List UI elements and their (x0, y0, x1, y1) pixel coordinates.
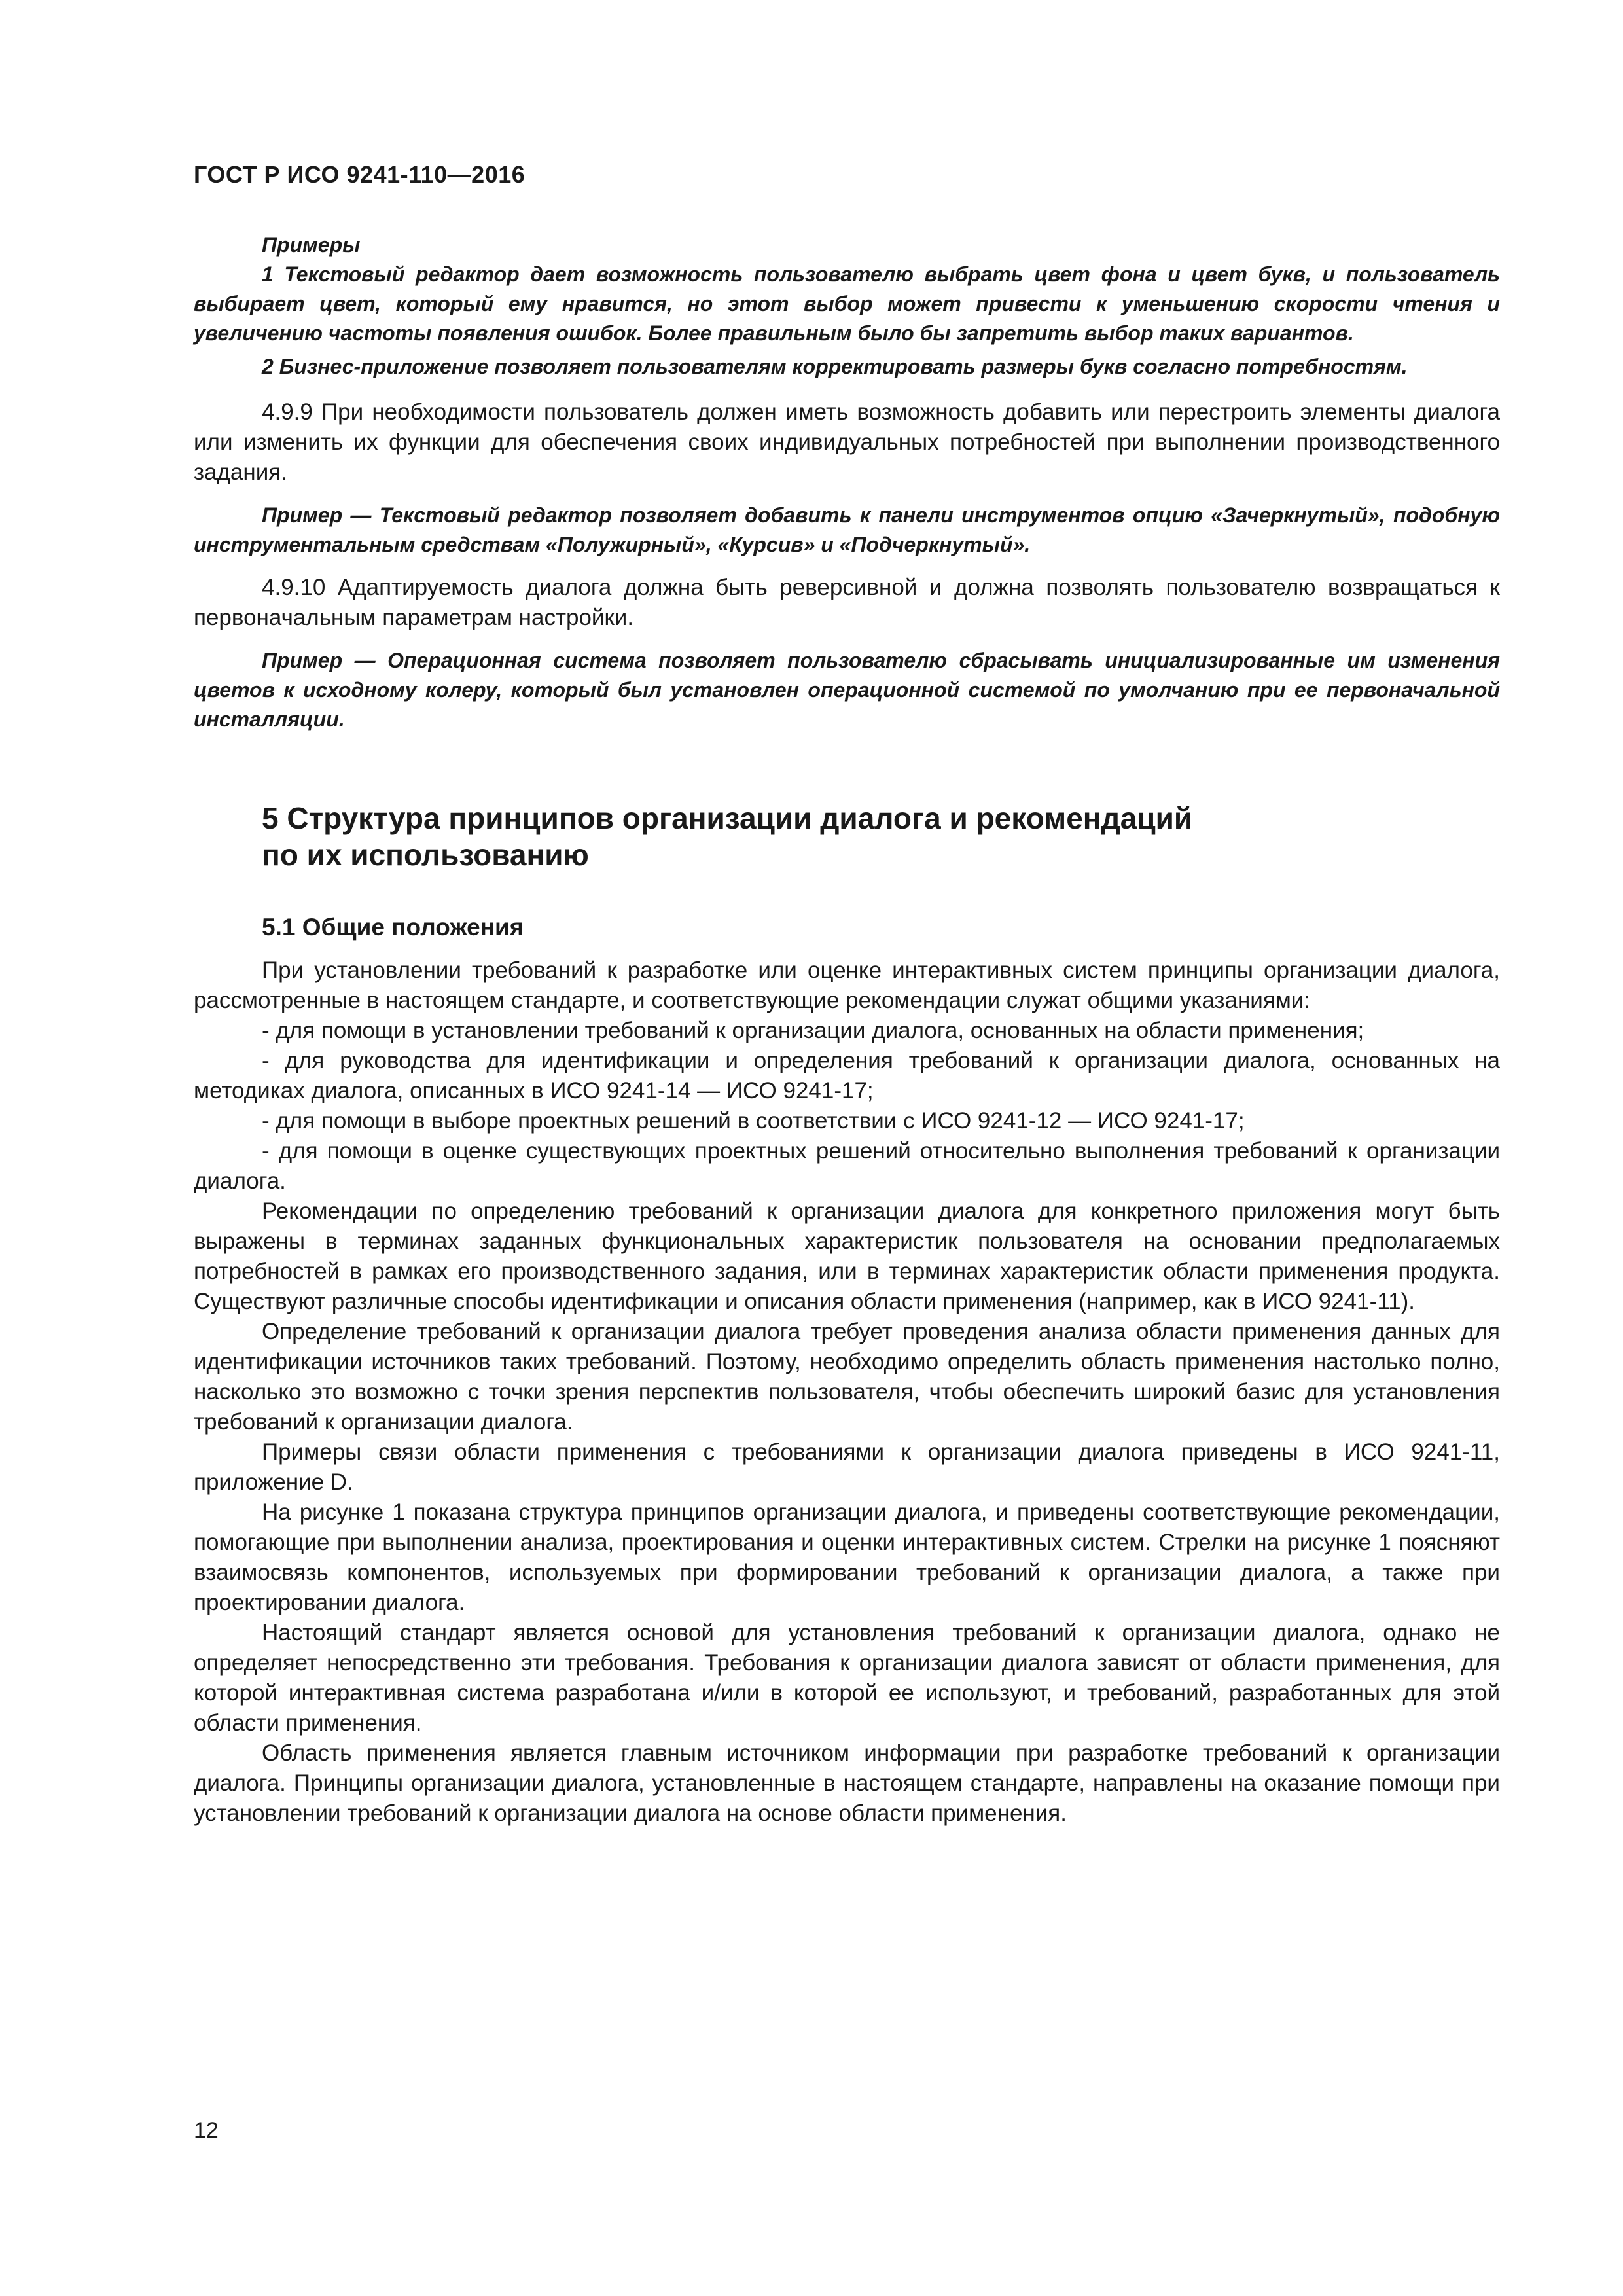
section-5-title-line1: 5 Структура принципов организации диалога и рекомендаций (262, 801, 1193, 835)
paragraph: На рисунке 1 показана структура принципов организации диалога, и приведены соответствующие рекомендации, помогающие при выполнении анализа, проектирования и оценки интерактивных систем. Стрелки на рисунке 1 поясняют взаимосвязь компонентов, используемых при формировании требований к организации диалога, а также при проектировании диалога. (194, 1499, 1500, 1615)
example-item: 1 Текстовый редактор дает возможность пользователю выбрать цвет фона и цвет букв, и пользователь выбирает цвет, который ему нравится, но этот выбор может привести к уменьшению скорости чтения и увеличению частоты появления ошибок. Более правильным было бы запретить выбор таких вариантов. (194, 262, 1500, 345)
list-item: - для руководства для идентификации и определения требований к организации диалога, основанных на методиках диалога, описанных в ИСО 9241-14 — ИСО 9241-17; (194, 1048, 1500, 1103)
document-header: ГОСТ Р ИСО 9241-110—2016 (194, 161, 526, 188)
list-item: - для помощи в установлении требований к организации диалога, основанных на области применения; (262, 1018, 1364, 1043)
section-5-title-line2: по их использованию (262, 838, 589, 872)
examples-title: Примеры (262, 233, 361, 257)
page-content (194, 230, 1500, 1829)
paragraph: Рекомендации по определению требований к организации диалога для конкретного приложения могут быть выражены в терминах заданных функциональных характеристик пользователя на основании предполагаемых потребностей в рамках его производственного задания, или в терминах характеристик области применения продукта. Существуют различные способы идентификации и описания области применения (например, как в ИСО 9241-11). (194, 1198, 1500, 1314)
clause-4-9-9: 4.9.9 При необходимости пользователь должен иметь возможность добавить или перестроить элементы диалога или изменить их функции для обеспечения своих индивидуальных потребностей при выполнении производственного задания. (194, 399, 1500, 485)
paragraph: При установлении требований к разработке или оценке интерактивных систем принципы организации диалога, рассмотренные в настоящем стандарте, и соответствующие рекомендации служат общими указаниями: (194, 958, 1500, 1013)
example-item: 2 Бизнес-приложение позволяет пользователям корректировать размеры букв согласно потребностям. (262, 355, 1408, 378)
example-note-4-9-10: Пример — Операционная система позволяет пользователю сбрасывать инициализированные им изменения цветов к исходному колеру, который был установлен операционной системой по умолчанию при ее первоначальной инсталляции. (194, 649, 1500, 731)
examples-note (194, 230, 1500, 382)
clause-4-9-10: 4.9.10 Адаптируемость диалога должна быть реверсивной и должна позволять пользователю возвращаться к первоначальным параметрам настройки. (194, 575, 1500, 630)
list-item: - для помощи в выборе проектных решений в соответствии с ИСО 9241-12 — ИСО 9241-17; (262, 1108, 1245, 1134)
section-5-1-title: 5.1 Общие положения (262, 914, 524, 941)
paragraph: Настоящий стандарт является основой для установления требований к организации диалога, однако не определяет непосредственно эти требования. Требования к организации диалога зависят от области применения, для которой интерактивная система разработана и/или в которой ее используют, и требований, разработанных для этой области применения. (194, 1620, 1500, 1736)
paragraph: Определение требований к организации диалога требует проведения анализа области применения данных для идентификации источников таких требований. Поэтому, необходимо определить область применения настолько полно, насколько это возможно с точки зрения перспектив пользователя, чтобы обеспечить широкий базис для установления требований к организации диалога. (194, 1319, 1500, 1435)
page-number: 12 (194, 2118, 219, 2143)
paragraph: Область применения является главным источником информации при разработке требований к организации диалога. Принципы организации диалога, установленные в настоящем стандарте, направлены на оказание помощи при установлении требований к организации диалога на основе области применения. (194, 1740, 1500, 1826)
list-item: - для помощи в оценке существующих проектных решений относительно выполнения требований к организации диалога. (194, 1138, 1500, 1194)
paragraph: Примеры связи области применения с требованиями к организации диалога приведены в ИСО 9241-11, приложение D. (194, 1439, 1500, 1495)
example-note-4-9-9: Пример — Текстовый редактор позволяет добавить к панели инструментов опцию «Зачеркнутый», подобную инструментальным средствам «Полужирный», «Курсив» и «Подчеркнутый». (194, 503, 1500, 556)
section-5-title (194, 800, 1500, 873)
